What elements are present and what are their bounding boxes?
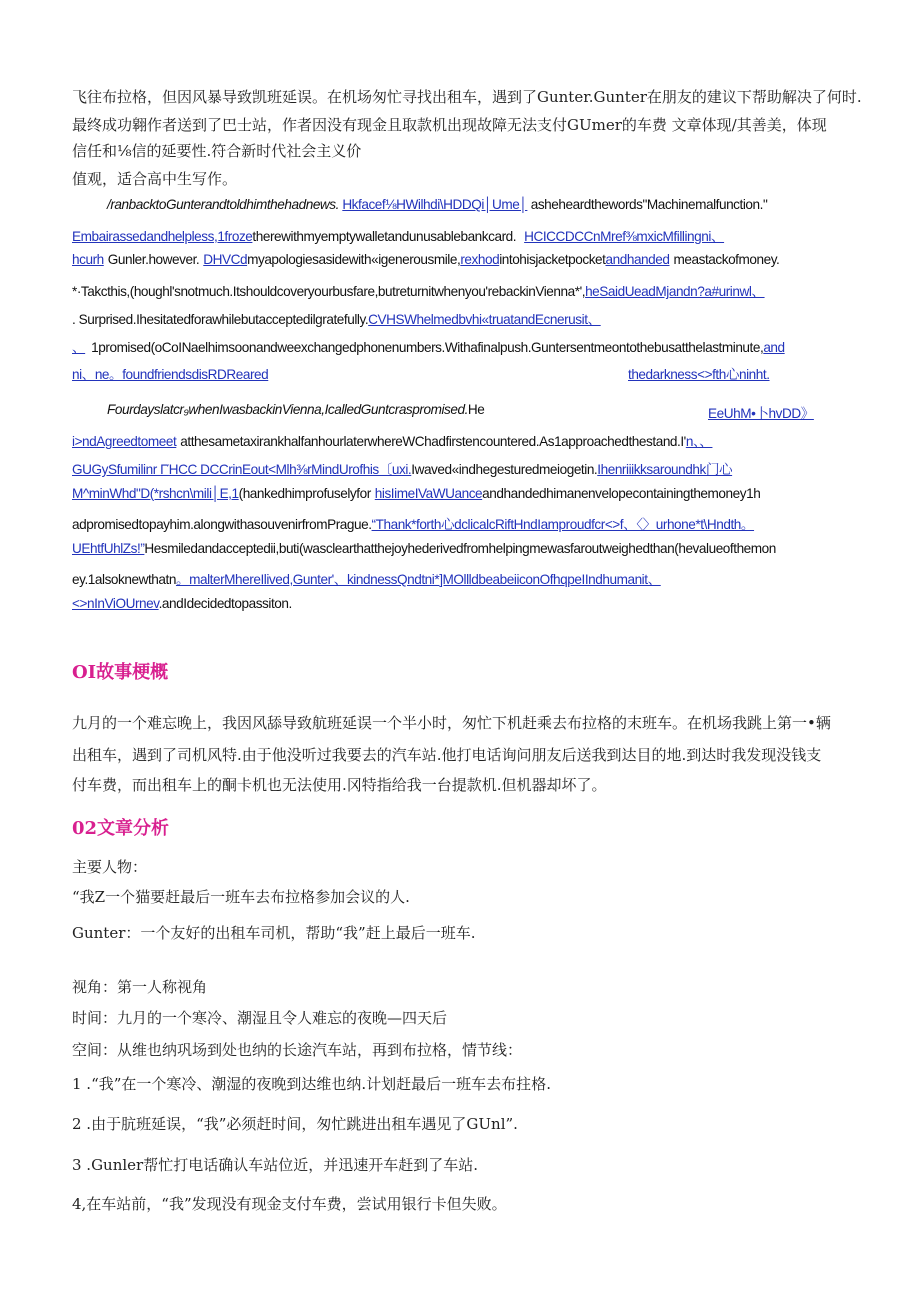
para2-line-6 bbox=[72, 541, 776, 556]
para2-text: adpromisedtopayhim.alongwithasouvenirfromPrague. bbox=[72, 517, 372, 532]
para1-text: meastackofmoney. bbox=[673, 252, 780, 267]
para1-line-3 bbox=[72, 252, 779, 267]
para2-link[interactable]: i>ndAgreedtomeet bbox=[72, 434, 177, 449]
para1-text: /ranbacktoGunterandtoldhimthehadnews. bbox=[107, 197, 339, 212]
para2-text: Iwaved«indhegesturedmeiogetin. bbox=[411, 462, 598, 477]
para1-line-1 bbox=[107, 197, 767, 212]
perspective-line: 视角：第一人称视角 bbox=[72, 978, 208, 996]
time-line: 时间：九月的一个寒冷、潮湿且令人难忘的夜晚—四天后 bbox=[72, 1009, 448, 1027]
para2-text: atthesametaxirankhalfanhourlaterwhereWChadfirstencountered.As1approachedthestand.I' bbox=[180, 434, 686, 449]
para2-text: Hesmiledandacceptedii,buti(wasclearthatthejoyhederivedfromhelpingmewasfaroutweighedthan(hevalueofthemon bbox=[144, 541, 776, 556]
para1-text: myapologiesasidewith«igenerousmile, bbox=[247, 252, 461, 267]
plot-item-1: 1 .“我”在一个寒冷、潮湿的夜晚到达维也纳.计划赶最后一班车去布拄格. bbox=[72, 1075, 551, 1093]
para2-link[interactable]: GUGySfumilinr ΓΉCC DCCrinEout<Mlh⅜rMindUrofhis〔uxi. bbox=[72, 462, 412, 477]
para1-link[interactable]: HCICCDCCnMref⅜mxicMfillingni、 bbox=[524, 229, 725, 244]
para2-line-7 bbox=[72, 568, 661, 588]
para1-link[interactable]: andhanded bbox=[605, 252, 670, 267]
para2-link[interactable]: <>nInViOUrnev bbox=[72, 596, 159, 611]
para2-line-8 bbox=[72, 596, 292, 611]
plot-item-4: 4,在车站前，“我”发现没有现金支付车费，尝试用银行卡但失败。 bbox=[72, 1195, 507, 1213]
character-1: “我Z一个猫要赶最后一班车去布拉格参加会议的人. bbox=[72, 888, 410, 906]
para1-text: Gunler.however. bbox=[107, 252, 200, 267]
para2-link[interactable]: hisIimeIVaWUance bbox=[374, 486, 483, 501]
summary-line-2: 出租车，遇到了司机风特.由于他没听过我要去的汽车站.他打电话询问朋友后送我到达目的地.到达时我发现没钱支 bbox=[72, 746, 822, 764]
para2-line-3 bbox=[72, 458, 732, 478]
para1-link[interactable]: ni、ne。foundfriendsdisRDReared bbox=[72, 367, 269, 382]
para2-link[interactable]: M^minWhd"D(*rshcn\mili│E,1 bbox=[72, 486, 239, 501]
para1-line-6 bbox=[72, 336, 785, 356]
intro-line-3: 信任和⅛信的延要性.符合新时代社会主义价 bbox=[72, 142, 362, 160]
para1-text: asheheardthewords"Machinemalfunction." bbox=[530, 197, 768, 212]
para1-link[interactable]: and bbox=[763, 340, 785, 355]
para2-line-1 bbox=[107, 402, 484, 417]
para1-link[interactable]: 、 bbox=[72, 340, 86, 355]
para2-link[interactable]: “Thank*forth心dclicalcRiftHndIamproudfcr<>f、〈〉urhone*t\Hndth。 bbox=[371, 517, 755, 532]
para1-link[interactable]: DHVCd bbox=[203, 252, 248, 267]
para2-line-4 bbox=[72, 486, 760, 501]
para1-text: . Surprised.Ihesitatedforawhilebutacceptedilgratefully. bbox=[72, 312, 369, 327]
para1-text: *·Takcthis,(houghl'snotmuch.Itshouldcoveryourbusfare,butreturnitwhenyou'rebackinVienna*', bbox=[72, 284, 586, 299]
section-heading-summary: OI故事梗概 bbox=[72, 662, 169, 683]
para2-right-fragment bbox=[708, 402, 814, 422]
para1-line-2 bbox=[72, 225, 724, 245]
para2-link[interactable]: UEhtfUhlZs!” bbox=[72, 541, 145, 556]
intro-line-1: 飞往布拉格，但因风暴导致凯班延误。在机场匆忙寻找出租车，遇到了Gunter.Gunter在朋友的建议下帮助解决了何时. bbox=[72, 88, 862, 106]
para1-link[interactable]: CVHSWhelmedbvhi«truatandEcnerusit、 bbox=[368, 312, 601, 327]
para1-link[interactable]: thedarkness<>fth心ninht. bbox=[628, 367, 770, 382]
intro-line-4: 值观，适合高中生写作。 bbox=[72, 170, 238, 188]
plot-item-3: 3 .Gunler帮忙打电话确认车站位近，并迅速开车赶到了车站. bbox=[72, 1156, 478, 1174]
summary-line-3: 付车费，而出租车上的酮卡机也无法使用.冈特指给我一台提款机.但机器却坏了。 bbox=[72, 776, 607, 794]
characters-label: 主要人物： bbox=[72, 858, 148, 876]
para2-line-2 bbox=[72, 430, 712, 450]
para1-link[interactable]: hcurh bbox=[72, 252, 104, 267]
para1-line-4 bbox=[72, 280, 765, 300]
para2-text: ey.1alsoknewthatn bbox=[72, 572, 176, 587]
para1-text: therewithmyemptywalletandunusablebankcard. bbox=[252, 229, 517, 244]
para2-link[interactable]: 。malterMhereIlived,Gunter'、kindnessQndtni*]MOllldbeabeiiconOfhqpeIIndhumanit、 bbox=[175, 572, 661, 587]
intro-line-2: 最终成功翱作者送到了巴士站，作者因没有现金且取款机出现故障无法支付GUmer的车费 文章体现/其善美，体现 bbox=[72, 116, 827, 134]
para2-link[interactable]: Ihenriiikksaroundhk门心 bbox=[597, 462, 733, 477]
para1-text: 1promised(oCoINaelhimsoonandweexchangedphonenumbers.Withafinalpush.Guntersentmeontothebusatthelastminute, bbox=[91, 340, 764, 355]
para1-link[interactable]: Embairassedandhelpless,1froze bbox=[72, 229, 253, 244]
plot-item-2: 2 .由于肮班延误，“我”必须赶时间，匆忙跳进出租车遇见了GUnl”. bbox=[72, 1115, 518, 1133]
para2-link[interactable]: n、、 bbox=[685, 434, 713, 449]
para2-line-5 bbox=[72, 513, 754, 533]
para2-text: He bbox=[467, 402, 485, 417]
para1-link[interactable]: heSaidUeadMjandn?a#urinwl、 bbox=[585, 284, 765, 299]
para2-link[interactable]: EeUhM•卜hvDD》 bbox=[708, 406, 814, 421]
para2-text: .andIdecidedtopassiton. bbox=[158, 596, 292, 611]
para1-link[interactable]: Hkfacef⅛HWilhdi\HDDQi│Ume│ bbox=[342, 197, 528, 212]
para2-text: Fourdayslatcr₉whenIwasbackinVienna,IcalledGuntcraspromised. bbox=[107, 402, 468, 417]
section-heading-analysis: 02文章分析 bbox=[72, 818, 170, 839]
character-2: Gunter：一个友好的出租车司机，帮助“我”赶上最后一班车. bbox=[72, 924, 476, 942]
summary-line-1: 九月的一个难忘晚上，我因风舔导致航班延误一个半小时，匆忙下机赶乘去布拉格的末班车。在机场我跳上第一•辆 bbox=[72, 714, 831, 732]
para1-text: intohisjacketpocket bbox=[499, 252, 606, 267]
para2-text: andhandedhimanenvelopecontainingthemoney1h bbox=[482, 486, 761, 501]
space-line: 空间：从维也纳巩场到处也纳的长途汽车站，再到布拉格，情节线： bbox=[72, 1041, 523, 1059]
para1-line-5 bbox=[72, 308, 601, 328]
para1-link[interactable]: rexhod bbox=[460, 252, 500, 267]
para2-text: (hankedhimprofuselyfor bbox=[238, 486, 371, 501]
para1-line-7 bbox=[72, 363, 770, 383]
